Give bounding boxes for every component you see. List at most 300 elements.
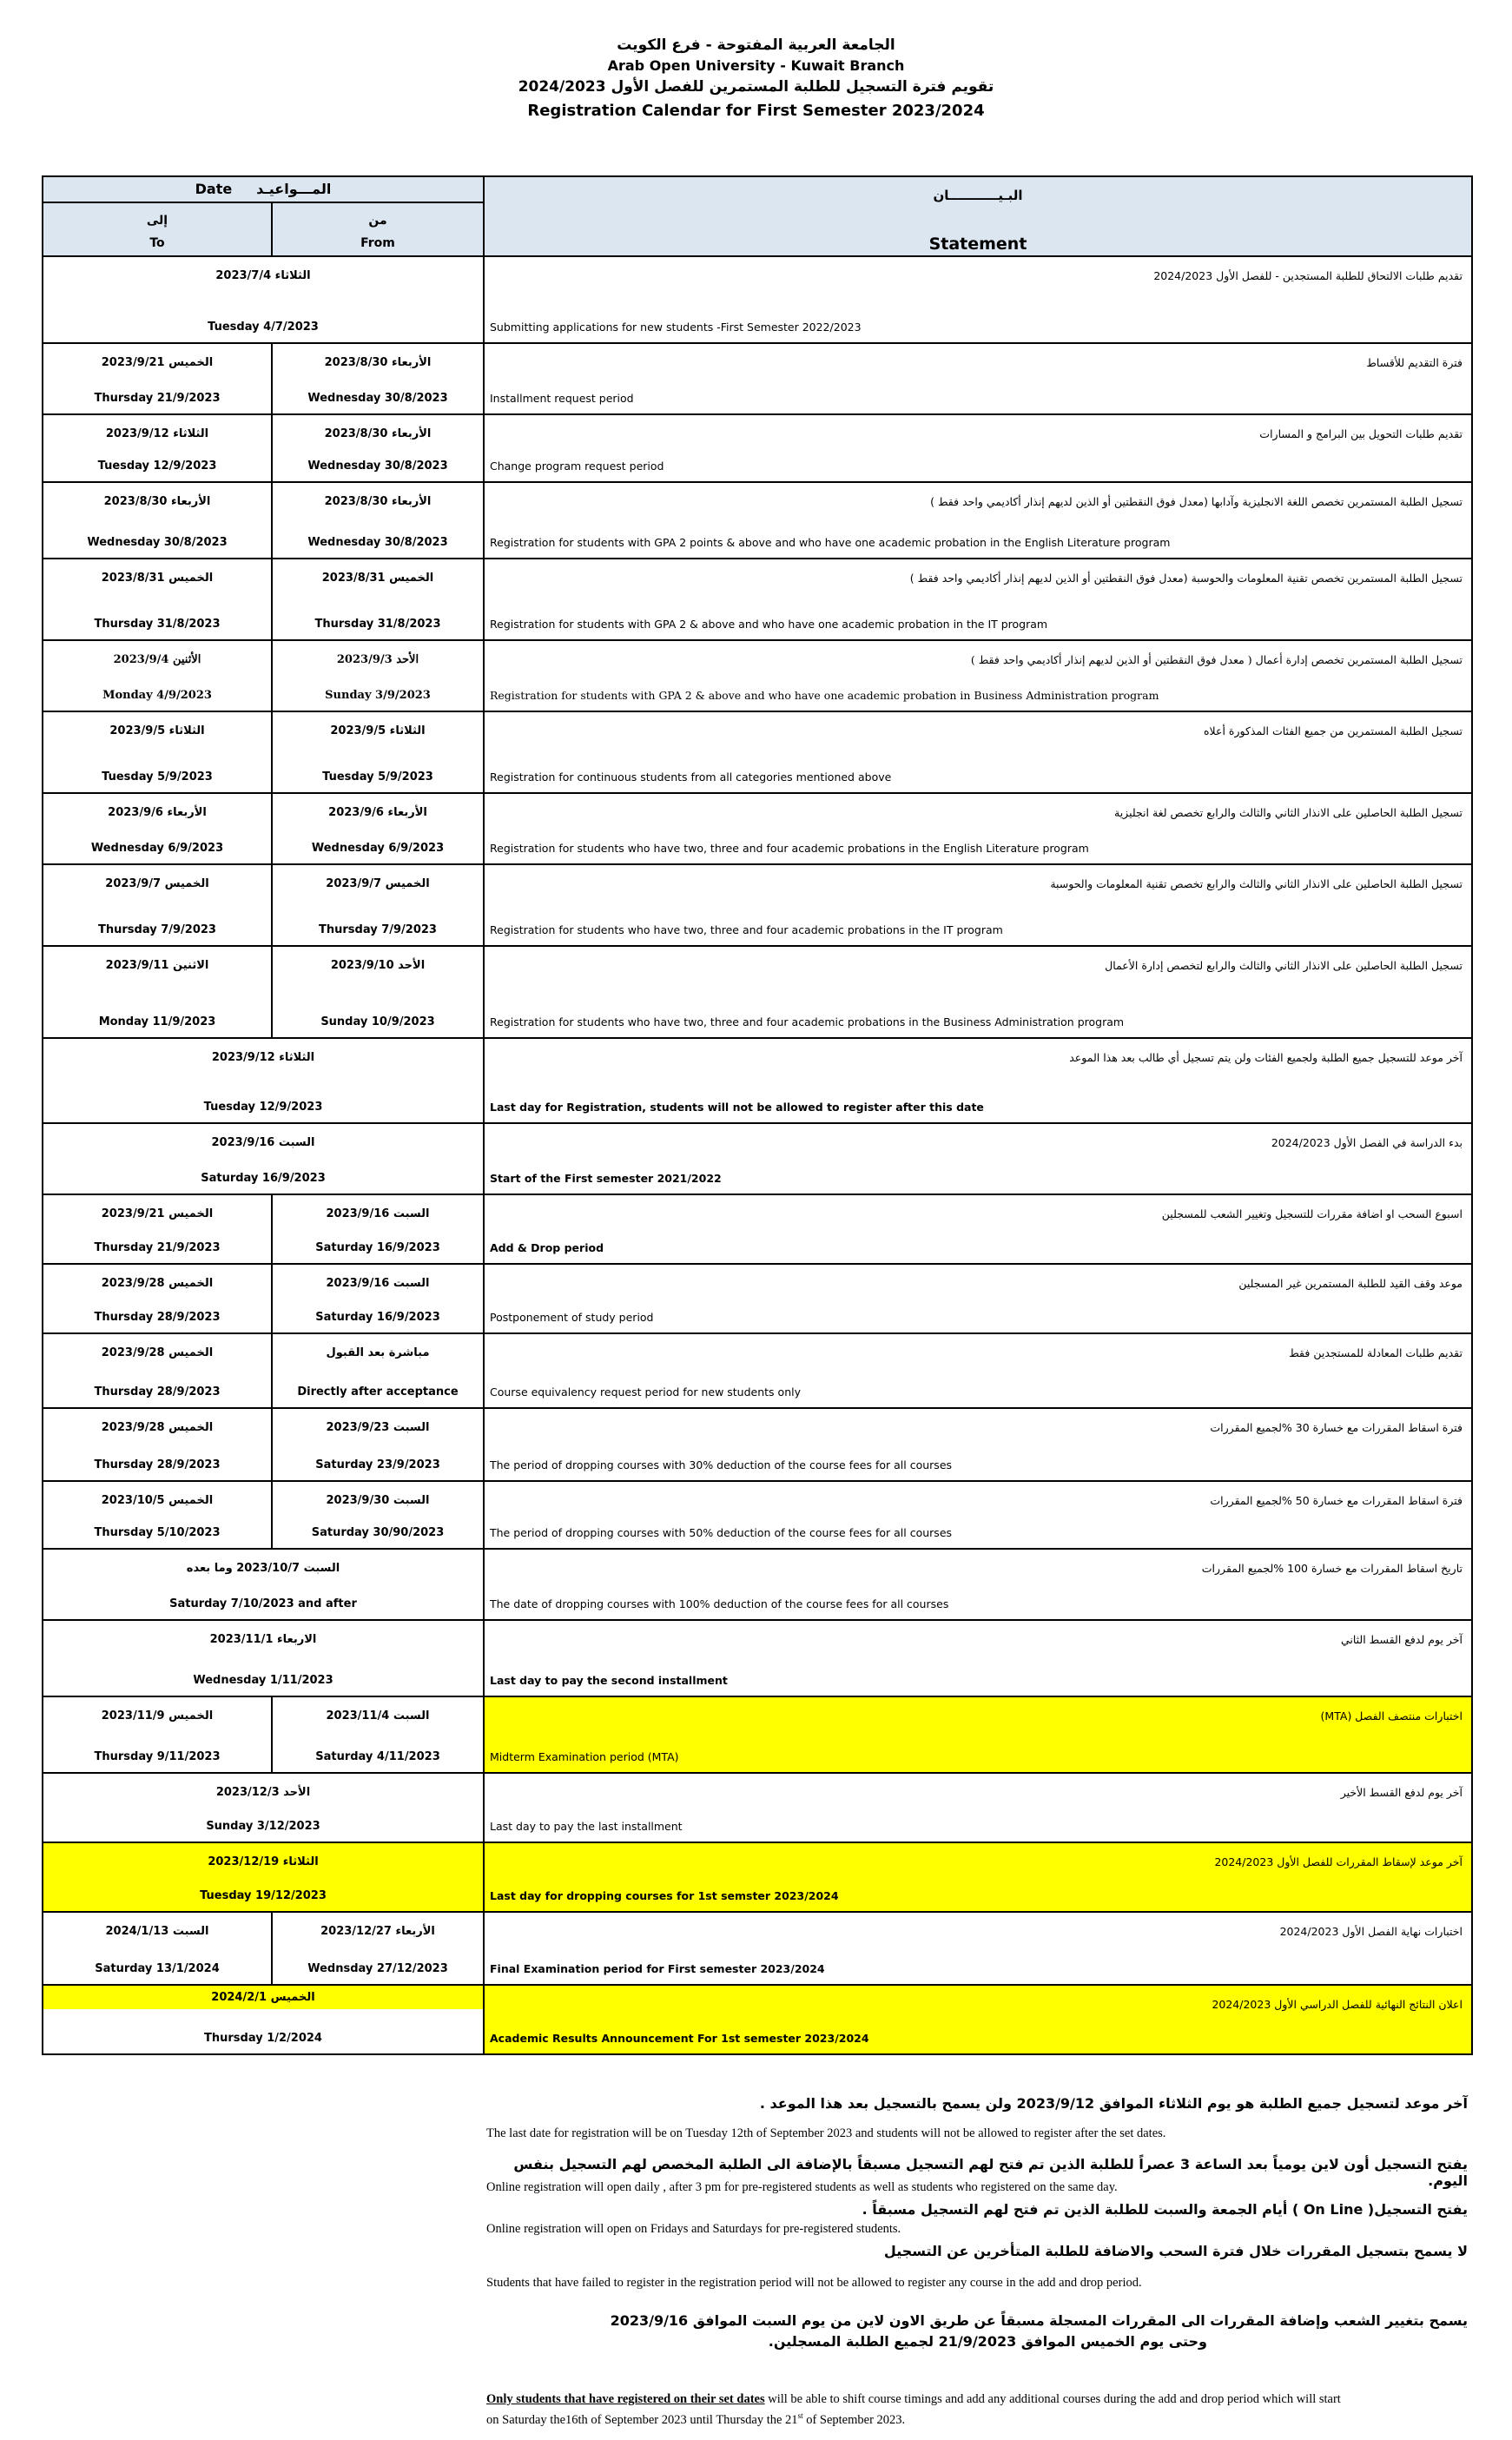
date-cell-content xyxy=(273,1409,483,1480)
date-cell xyxy=(43,1549,484,1620)
statement-cell-content xyxy=(485,947,1471,1037)
from-date-cell xyxy=(272,1408,484,1481)
to-date-cell xyxy=(43,1912,272,1985)
statement-english: Change program request period xyxy=(490,460,664,473)
statement-english: Last day to pay the last installment xyxy=(490,1820,683,1833)
date-cell-content xyxy=(273,344,483,413)
date-english: Saturday 16/9/2023 xyxy=(315,1241,440,1254)
date-english: Wednesday 6/9/2023 xyxy=(90,842,224,855)
statement-arabic: اسبوع السحب او اضافة مقررات للتسجيل وتغيير الشعب للمسجلين xyxy=(1161,1207,1462,1220)
statement-cell xyxy=(484,1773,1472,1842)
statement-english: The date of dropping courses with 100% deduction of the course fees for all courses xyxy=(490,1597,949,1610)
date-arabic: السبت 2023/9/16 xyxy=(326,1277,430,1290)
statement-english: Registration for students who have two, three and four academic probations in the Business Administration program xyxy=(490,1015,1125,1028)
date-cell-content xyxy=(43,1913,271,1984)
table-row xyxy=(43,1985,1472,2054)
statement-cell xyxy=(484,793,1472,864)
note-5-arabic-line2: وحتى يوم الخميس الموافق 21/9/2023 لجميع الطلبة المسجلين. xyxy=(768,2333,1207,2350)
statement-english: Submitting applications for new students -First Semester 2022/2023 xyxy=(490,321,862,334)
date-cell-content xyxy=(273,1482,483,1548)
statement-cell-content xyxy=(485,1195,1471,1263)
statement-cell-content xyxy=(485,1697,1471,1772)
date-english: Wednesday 1/11/2023 xyxy=(193,1674,333,1687)
statement-cell-content xyxy=(485,1843,1471,1911)
date-english: Thursday 28/9/2023 xyxy=(94,1311,221,1324)
statement-arabic: فترة اسقاط المقررات مع خسارة 50 %لجميع المقررات xyxy=(1210,1494,1462,1507)
date-cell xyxy=(43,1842,484,1912)
date-cell-content xyxy=(273,483,483,558)
statement-english: Registration for students who have two, three and four academic probations in the IT program xyxy=(490,923,1003,936)
note-6-text-b: on Saturday the16th of September 2023 until Thursday the 21 xyxy=(486,2412,798,2427)
table-row xyxy=(43,1549,1472,1620)
date-arabic: الخميس 2024/2/1 xyxy=(43,1986,483,2009)
date-cell-content xyxy=(43,1334,271,1407)
table-row xyxy=(43,1481,1472,1549)
statement-cell-content xyxy=(485,1039,1471,1122)
statement-cell-content xyxy=(485,415,1471,481)
date-english: Monday 4/9/2023 xyxy=(102,689,212,702)
date-cell-content xyxy=(273,712,483,792)
statement-arabic: تسجيل الطلبة الحاصلين على الانذار الثاني والثالث والرابع تخصص لغة انجليزية xyxy=(1114,806,1462,819)
statement-cell xyxy=(484,1549,1472,1620)
date-arabic: الأحد 2023/9/3 xyxy=(336,653,419,666)
date-arabic: الثلاثاء 2023/9/12 xyxy=(211,1051,315,1064)
date-english: Saturday 13/1/2024 xyxy=(95,1962,220,1975)
date-cell-content xyxy=(43,1409,271,1480)
statement-cell-content xyxy=(485,1334,1471,1407)
date-arabic: السبت 2023/10/7 وما بعده xyxy=(186,1562,340,1575)
from-date-cell xyxy=(272,1264,484,1333)
table-row xyxy=(43,482,1472,559)
from-date-cell xyxy=(272,559,484,640)
date-english: Sunday 3/9/2023 xyxy=(325,689,431,702)
date-english: Wednesday 30/8/2023 xyxy=(307,392,448,405)
to-date-cell xyxy=(43,559,272,640)
date-cell-content xyxy=(43,483,271,558)
table-row xyxy=(43,1620,1472,1696)
statement-arabic: اختبارات منتصف الفصل (MTA) xyxy=(1320,1709,1462,1723)
statement-cell-content xyxy=(485,1913,1471,1984)
date-english: Tuesday 4/7/2023 xyxy=(208,321,319,334)
date-english: Saturday 4/11/2023 xyxy=(315,1750,440,1763)
from-date-cell xyxy=(272,640,484,711)
statement-english: The period of dropping courses with 50% deduction of the course fees for all courses xyxy=(490,1526,953,1539)
statement-cell xyxy=(484,1912,1472,1985)
date-cell-content xyxy=(43,1621,483,1696)
statement-arabic: تسجيل الطلبة المستمرين تخصص إدارة أعمال ( معدل فوق النقطتين أو الذين لديهم إنذار أكاديمي واحد فقط ) xyxy=(970,653,1462,666)
date-arabic: الخميس 2023/9/21 xyxy=(101,356,214,369)
date-arabic: الأربعاء 2023/9/6 xyxy=(108,806,207,819)
date-arabic: السبت 2023/9/16 xyxy=(211,1136,315,1149)
table-row xyxy=(43,1773,1472,1842)
statement-english: Academic Results Announcement For 1st semester 2023/2024 xyxy=(490,2032,869,2045)
date-cell-content xyxy=(43,641,271,711)
statement-cell xyxy=(484,1481,1472,1549)
statement-arabic: اعلان النتائج النهائية للفصل الدراسي الأول 2024/2023 xyxy=(1212,1998,1462,2011)
statement-header-english: Statement xyxy=(928,235,1027,254)
date-arabic: الاثنين 2023/9/11 xyxy=(105,959,209,972)
date-arabic: الثلاثاء 2023/9/5 xyxy=(330,724,426,737)
statement-cell xyxy=(484,1123,1472,1194)
date-english: Thursday 21/9/2023 xyxy=(94,392,221,405)
statement-cell-content xyxy=(485,1621,1471,1696)
statement-cell xyxy=(484,1985,1472,2054)
statement-english: Last day for dropping courses for 1st semster 2023/2024 xyxy=(490,1889,839,1902)
note-6-text-c: of September 2023. xyxy=(802,2412,906,2427)
statement-header-arabic: البـيـــــــــــان xyxy=(933,188,1023,203)
to-date-cell xyxy=(43,793,272,864)
statement-arabic: تقديم طلبات الالتحاق للطلبة المستجدين - للفصل الأول 2024/2023 xyxy=(1153,269,1462,282)
date-header xyxy=(43,176,484,202)
date-arabic: السبت 2023/9/16 xyxy=(326,1207,430,1220)
date-arabic: الخميس 2023/10/5 xyxy=(101,1494,214,1507)
date-arabic: الثلاثاء 2023/7/4 xyxy=(215,269,311,282)
statement-header xyxy=(484,176,1472,256)
date-english: Wednesday 30/8/2023 xyxy=(307,536,448,549)
table-row xyxy=(43,414,1472,482)
date-arabic: الأحد 2023/12/3 xyxy=(215,1786,311,1799)
statement-cell-content xyxy=(485,1550,1471,1619)
statement-cell-content xyxy=(485,865,1471,945)
date-arabic: الخميس 2023/9/21 xyxy=(101,1207,214,1220)
statement-arabic: اختبارات نهاية الفصل الأول 2024/2023 xyxy=(1279,1925,1462,1938)
statement-cell xyxy=(484,559,1472,640)
note-5-arabic-line1: يسمح بتغيير الشعب وإضافة المقررات الى المقررات المسجلة مسبقاً عن طريق الاون لاين من يوم السبت الموافق 2023/9/16 xyxy=(610,2312,1468,2329)
note-6-text-a: will be able to shift course timings and add any additional courses during the add and drop period which will start xyxy=(764,2392,1341,2406)
table-row xyxy=(43,343,1472,414)
note-1-english: The last date for registration will be on Tuesday 12th of September 2023 and students will not be allowed to register after the set dates. xyxy=(486,2126,1166,2140)
statement-cell-content xyxy=(485,1986,1471,2053)
to-date-cell xyxy=(43,946,272,1038)
date-cell-content xyxy=(43,1986,483,2053)
statement-arabic: تاريخ اسقاط المقررات مع خسارة 100 %لجميع المقررات xyxy=(1201,1562,1462,1575)
statement-english: Final Examination period for First semester 2023/2024 xyxy=(490,1962,825,1975)
date-cell-content xyxy=(43,415,271,481)
statement-cell xyxy=(484,1194,1472,1264)
date-cell xyxy=(43,1038,484,1123)
date-cell-content xyxy=(43,1774,483,1842)
statement-cell xyxy=(484,1408,1472,1481)
date-english: Wednesday 30/8/2023 xyxy=(307,460,448,473)
date-arabic: الخميس 2023/9/7 xyxy=(326,877,430,890)
date-cell-content xyxy=(43,1265,271,1332)
table-row xyxy=(43,559,1472,640)
date-english: Thursday 28/9/2023 xyxy=(94,1385,221,1399)
to-date-cell xyxy=(43,640,272,711)
date-english: Tuesday 19/12/2023 xyxy=(200,1889,327,1902)
from-date-cell xyxy=(272,343,484,414)
statement-english: Add & Drop period xyxy=(490,1241,604,1254)
statement-cell xyxy=(484,1620,1472,1696)
statement-cell xyxy=(484,1264,1472,1333)
to-header-english: To xyxy=(149,236,165,250)
date-arabic: الخميس 2023/9/28 xyxy=(101,1421,214,1434)
date-cell-content xyxy=(43,1843,483,1911)
date-cell-content xyxy=(273,1913,483,1984)
table-row xyxy=(43,1912,1472,1985)
table-row xyxy=(43,1333,1472,1408)
date-cell-content xyxy=(43,1482,271,1548)
date-cell xyxy=(43,256,484,343)
table-row xyxy=(43,1696,1472,1773)
statement-cell-content xyxy=(485,483,1471,558)
date-cell-content xyxy=(273,641,483,711)
table-row xyxy=(43,711,1472,793)
statement-cell-content xyxy=(485,1482,1471,1548)
note-2-english: Online registration will open daily , after 3 pm for pre-registered students as well as students who registered on the same day. xyxy=(486,2180,1118,2194)
table-row xyxy=(43,1194,1472,1264)
to-date-cell xyxy=(43,1333,272,1408)
statement-arabic: تسجيل الطلبة المستمرين من جميع الفئات المذكورة أعلاه xyxy=(1204,724,1462,737)
date-arabic: الثلاثاء 2023/9/5 xyxy=(109,724,205,737)
date-arabic: السبت 2023/11/4 xyxy=(326,1709,430,1723)
date-english: Monday 11/9/2023 xyxy=(98,1015,216,1028)
statement-english: Last day for Registration, students will not be allowed to register after this date xyxy=(490,1101,984,1114)
date-english: Wednesday 6/9/2023 xyxy=(311,842,445,855)
date-english: Tuesday 5/9/2023 xyxy=(322,770,433,784)
date-english: Thursday 31/8/2023 xyxy=(314,618,441,631)
date-arabic: الخميس 2023/9/28 xyxy=(101,1346,214,1359)
date-arabic: الأحد 2023/9/10 xyxy=(330,959,426,972)
statement-cell xyxy=(484,1842,1472,1912)
statement-cell xyxy=(484,343,1472,414)
date-arabic: الأربعاء 2023/8/30 xyxy=(324,356,432,369)
statement-cell xyxy=(484,711,1472,793)
table-row xyxy=(43,1038,1472,1123)
from-date-cell xyxy=(272,482,484,559)
date-arabic: الخميس 2023/8/31 xyxy=(321,572,434,585)
statement-english: Last day to pay the second installment xyxy=(490,1674,728,1687)
date-english: Thursday 7/9/2023 xyxy=(98,923,216,936)
date-english: Wednsday 27/12/2023 xyxy=(307,1962,448,1975)
date-english: Saturday 16/9/2023 xyxy=(315,1311,440,1324)
statement-cell xyxy=(484,640,1472,711)
statement-english: Registration for students with GPA 2 & above and who have one academic probation in the IT program xyxy=(490,618,1048,631)
from-header xyxy=(272,202,484,256)
date-cell-content xyxy=(273,1697,483,1772)
statement-cell xyxy=(484,414,1472,482)
statement-cell xyxy=(484,482,1472,559)
date-cell xyxy=(43,1123,484,1194)
date-cell-content xyxy=(273,559,483,639)
statement-english: Course equivalency request period for new students only xyxy=(490,1385,801,1399)
date-arabic: مباشرة بعد القبول xyxy=(326,1346,430,1359)
date-english: Tuesday 12/9/2023 xyxy=(203,1101,323,1114)
date-arabic: الأربعاء 2023/8/30 xyxy=(324,427,432,440)
date-english: Tuesday 5/9/2023 xyxy=(102,770,213,784)
date-english: Thursday 9/11/2023 xyxy=(94,1750,221,1763)
note-6-english-line2 xyxy=(486,2411,905,2428)
from-header-arabic: من xyxy=(368,214,387,228)
table-row xyxy=(43,640,1472,711)
to-date-cell xyxy=(43,1264,272,1333)
date-cell-content xyxy=(43,1697,271,1772)
date-arabic: الخميس 2023/9/28 xyxy=(101,1277,214,1290)
table-row xyxy=(43,946,1472,1038)
date-english: Thursday 1/2/2024 xyxy=(204,2032,322,2045)
date-english: Saturday 23/9/2023 xyxy=(315,1458,440,1471)
statement-arabic: فترة اسقاط المقررات مع خسارة 30 %لجميع المقررات xyxy=(1210,1421,1462,1434)
date-cell-content xyxy=(43,865,271,945)
statement-arabic: تقديم طلبات المعادلة للمستجدين فقط xyxy=(1289,1346,1462,1359)
statement-cell xyxy=(484,864,1472,946)
table-row xyxy=(43,1123,1472,1194)
date-arabic: الأربعاء 2023/8/30 xyxy=(103,495,211,508)
statement-cell xyxy=(484,1696,1472,1773)
statement-arabic: موعد وقف القيد للطلبة المستمرين غير المسجلين xyxy=(1238,1277,1462,1290)
date-cell-content xyxy=(273,1195,483,1263)
statement-english: The period of dropping courses with 30% deduction of the course fees for all courses xyxy=(490,1458,953,1471)
date-cell-content xyxy=(273,947,483,1037)
note-4-arabic: لا يسمح بتسجيل المقررات خلال فترة السحب والاضافة للطلبة المتأخرين عن التسجيل xyxy=(883,2243,1468,2259)
statement-cell xyxy=(484,1038,1472,1123)
table-row xyxy=(43,1408,1472,1481)
statement-english: Registration for students who have two, three and four academic probations in the English Literature program xyxy=(490,842,1089,855)
from-date-cell xyxy=(272,414,484,482)
table-row xyxy=(43,1264,1472,1333)
note-3-arabic: يفتح التسجيل( On Line ) أيام الجمعة والسبت للطلبة الذين تم فتح لهم التسجيل مسبقاً . xyxy=(862,2201,1468,2218)
statement-arabic: فترة التقديم للأقساط xyxy=(1366,356,1462,369)
to-date-cell xyxy=(43,1194,272,1264)
statement-english: Registration for students with GPA 2 points & above and who have one academic probation in the English Literature program xyxy=(490,536,1171,549)
statement-english: Registration for continuous students from all categories mentioned above xyxy=(490,770,892,784)
date-cell-content xyxy=(43,1124,483,1194)
statement-cell-content xyxy=(485,257,1471,342)
date-arabic: السبت 2023/9/23 xyxy=(326,1421,430,1434)
from-date-cell xyxy=(272,864,484,946)
date-cell-content xyxy=(273,1265,483,1332)
statement-arabic: تقديم طلبات التحويل بين البرامج و المسارات xyxy=(1259,427,1462,440)
date-cell-content xyxy=(43,1195,271,1263)
date-cell-content xyxy=(43,1550,483,1619)
to-header xyxy=(43,202,272,256)
date-english: Saturday 16/9/2023 xyxy=(201,1172,326,1185)
to-date-cell xyxy=(43,343,272,414)
from-header-english: From xyxy=(360,236,395,250)
calendar-title-english: Registration Calendar for First Semester 2023/2024 xyxy=(527,102,985,120)
statement-arabic: تسجيل الطلبة المستمرين تخصص اللغة الانجليزية وآدابها (معدل فوق النقطتين أو الذين لديهم إنذار أكاديمي واحد فقط ) xyxy=(930,495,1462,508)
document-header xyxy=(0,35,1512,122)
from-date-cell xyxy=(272,1912,484,1985)
statement-arabic: تسجيل الطلبة الحاصلين على الانذار الثاني والثالث والرابع تخصص تقنية المعلومات والحوسبة xyxy=(1050,877,1462,890)
from-date-cell xyxy=(272,946,484,1038)
date-cell-content xyxy=(43,712,271,792)
date-english: Thursday 7/9/2023 xyxy=(319,923,437,936)
date-arabic: الخميس 2023/9/7 xyxy=(105,877,209,890)
to-header-arabic: إلى xyxy=(146,214,168,228)
to-date-cell xyxy=(43,864,272,946)
date-english: Wednesday 30/8/2023 xyxy=(87,536,228,549)
date-cell-content xyxy=(43,257,483,342)
date-english: Tuesday 12/9/2023 xyxy=(97,460,217,473)
note-2-arabic: يفتح التسجيل أون لاين يومياً بعد الساعة 3 عصراً للطلبة الذين تم فتح لهم التسجيل مسبقاً بالإضافة الى الطلبة المخصص لهم التسجيل بنفس اليوم. xyxy=(513,2156,1468,2189)
date-cell-content xyxy=(43,794,271,863)
table-row xyxy=(43,864,1472,946)
date-cell-content xyxy=(273,865,483,945)
table-row xyxy=(43,256,1472,343)
note-6-emphasis: Only students that have registered on their set dates xyxy=(486,2392,765,2406)
statement-arabic: تسجيل الطلبة الحاصلين على الانذار الثاني والثالث والرابع لتخصص إدارة الأعمال xyxy=(1105,959,1462,972)
date-english: Thursday 28/9/2023 xyxy=(94,1458,221,1471)
date-english: Saturday 7/10/2023 and after xyxy=(169,1597,357,1610)
date-arabic: الثلاثاء 2023/9/12 xyxy=(105,427,209,440)
statement-cell-content xyxy=(485,559,1471,639)
note-1-arabic: آخر موعد لتسجيل جميع الطلبة هو يوم الثلاثاء الموافق 2023/9/12 ولن يسمح بالتسجيل بعد هذا الموعد . xyxy=(759,2095,1468,2112)
date-arabic: الأربعاء 2023/8/30 xyxy=(324,495,432,508)
to-date-cell xyxy=(43,414,272,482)
statement-english: Midterm Examination period (MTA) xyxy=(490,1750,679,1763)
date-arabic: الاربعاء 2023/11/1 xyxy=(209,1633,317,1646)
to-date-cell xyxy=(43,1696,272,1773)
statement-english: Start of the First semester 2021/2022 xyxy=(490,1172,722,1185)
from-date-cell xyxy=(272,1481,484,1549)
statement-english: Installment request period xyxy=(490,392,634,405)
date-english: Sunday 3/12/2023 xyxy=(206,1820,320,1833)
to-date-cell xyxy=(43,482,272,559)
statement-arabic: آخر موعد للتسجيل جميع الطلبة ولجميع الفئات ولن يتم تسجيل أي طالب بعد هذا الموعد xyxy=(1069,1051,1462,1064)
statement-cell-content xyxy=(485,712,1471,792)
date-arabic: الخميس 2023/11/9 xyxy=(101,1709,214,1723)
from-date-cell xyxy=(272,711,484,793)
from-date-cell xyxy=(272,1696,484,1773)
table-row xyxy=(43,793,1472,864)
from-date-cell xyxy=(272,1194,484,1264)
statement-cell-content xyxy=(485,1774,1471,1842)
date-arabic: الخميس 2023/8/31 xyxy=(101,572,214,585)
table-row xyxy=(43,1842,1472,1912)
date-header-arabic: المـــواعيـد xyxy=(256,181,332,197)
date-cell xyxy=(43,1620,484,1696)
statement-cell-content xyxy=(485,794,1471,863)
date-arabic: الأربعاء 2023/12/27 xyxy=(320,1925,435,1938)
calendar-title-arabic: تقويم فترة التسجيل للطلبة المستمرين للفصل الأول 2024/2023 xyxy=(518,78,994,96)
statement-arabic: آخر موعد لإسقاط المقررات للفصل الأول 2024/2023 xyxy=(1214,1855,1462,1868)
statement-cell-content xyxy=(485,1124,1471,1194)
statement-cell-content xyxy=(485,641,1471,711)
statement-cell xyxy=(484,946,1472,1038)
statement-cell xyxy=(484,256,1472,343)
date-cell-content xyxy=(43,1039,483,1122)
registration-calendar-table xyxy=(42,175,1473,2055)
from-date-cell xyxy=(272,1333,484,1408)
note-6-superscript: st xyxy=(797,2411,803,2420)
note-6-english-line1 xyxy=(486,2392,1468,2407)
statement-english: Registration for students with GPA 2 & above and who have one academic probation in Business Administration program xyxy=(490,689,1159,702)
note-4-english: Students that have failed to register in the registration period will not be allowed to register any course in the add and drop period. xyxy=(486,2276,1142,2290)
date-arabic: السبت 2023/9/30 xyxy=(326,1494,430,1507)
date-english: Thursday 31/8/2023 xyxy=(94,618,221,631)
statement-english: Postponement of study period xyxy=(490,1311,654,1324)
from-date-cell xyxy=(272,793,484,864)
date-english: Thursday 5/10/2023 xyxy=(94,1526,221,1539)
to-date-cell xyxy=(43,1408,272,1481)
date-arabic: السبت 2024/1/13 xyxy=(105,1925,209,1938)
date-arabic: الثلاثاء 2023/12/19 xyxy=(208,1855,319,1868)
statement-cell-content xyxy=(485,344,1471,413)
to-date-cell xyxy=(43,1481,272,1549)
date-english: Sunday 10/9/2023 xyxy=(320,1015,435,1028)
date-arabic: الأربعاء 2023/9/6 xyxy=(328,806,427,819)
date-cell-content xyxy=(273,794,483,863)
university-name-english: Arab Open University - Kuwait Branch xyxy=(607,57,905,74)
statement-cell xyxy=(484,1333,1472,1408)
date-cell xyxy=(43,1773,484,1842)
date-english: Thursday 21/9/2023 xyxy=(94,1241,221,1254)
university-name-arabic: الجامعة العربية المفتوحة - فرع الكويت xyxy=(617,36,895,54)
date-cell-content xyxy=(273,1334,483,1407)
statement-cell-content xyxy=(485,1265,1471,1332)
statement-arabic: بدء الدراسة في الفصل الأول 2024/2023 xyxy=(1271,1136,1462,1149)
